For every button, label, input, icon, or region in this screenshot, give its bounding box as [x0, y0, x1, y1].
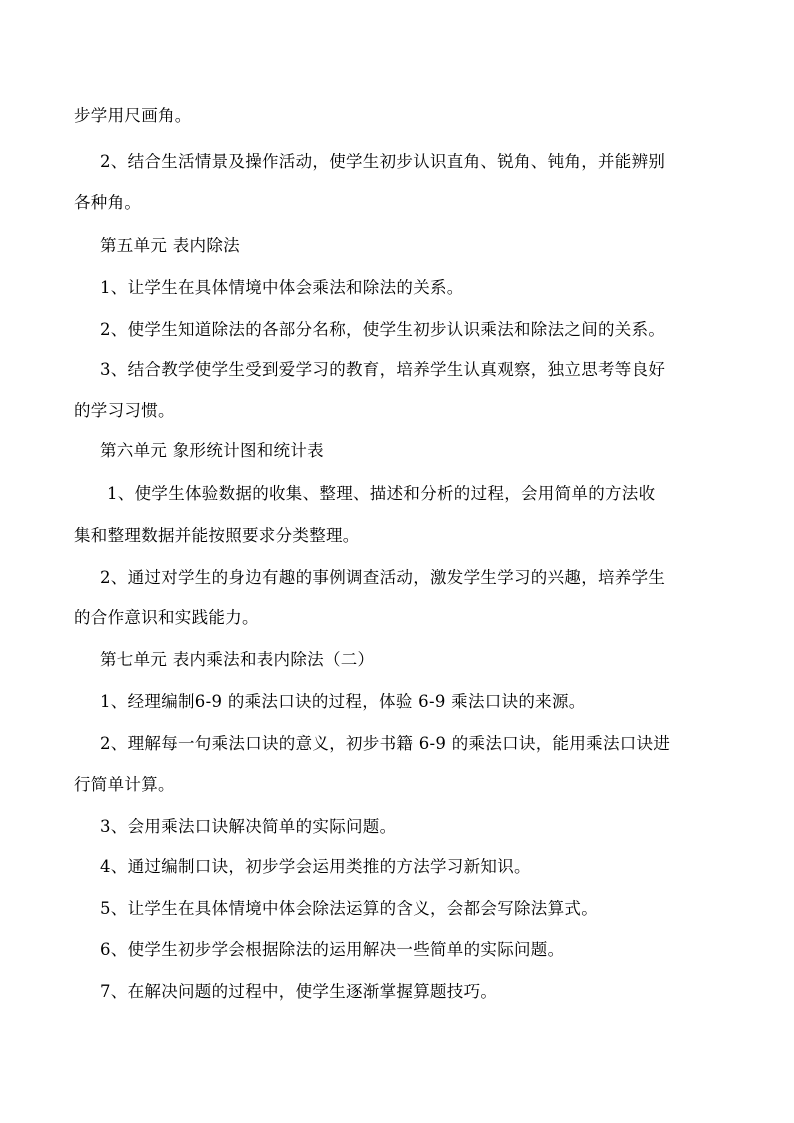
- section-heading: 第七单元 表内乘法和表内除法（二）: [100, 650, 375, 669]
- text-line: 3、会用乘法口诀解决简单的实际问题。: [100, 817, 397, 836]
- text-line: 7、在解决问题的过程中，使学生逐渐掌握算题技巧。: [100, 982, 498, 1001]
- section-heading: 第五单元 表内除法: [100, 236, 240, 255]
- text-line: 3、结合教学使学生受到爱学习的教育，培养学生认真观察，独立思考等良好: [100, 360, 666, 379]
- text-line: 1、让学生在具体情境中体会乘法和除法的关系。: [100, 278, 464, 297]
- text-line: 行简单计算。: [74, 775, 175, 794]
- text-line: 2、通过对学生的身边有趣的事例调查活动，激发学生学习的兴趣，培养学生: [100, 568, 666, 587]
- text-line: 步学用尺画角。: [74, 106, 192, 125]
- text-line: 2、结合生活情景及操作活动，使学生初步认识直角、锐角、钝角，并能辨别: [100, 152, 666, 171]
- text-line: 集和整理数据并能按照要求分类整理。: [74, 526, 360, 545]
- text-line: 5、让学生在具体情境中体会除法运算的含义，会都会写除法算式。: [100, 899, 598, 918]
- text-line: 的合作意识和实践能力。: [74, 608, 259, 627]
- text-line: 2、使学生知道除法的各部分名称，使学生初步认识乘法和除法之间的关系。: [100, 320, 666, 339]
- section-heading: 第六单元 象形统计图和统计表: [100, 441, 324, 460]
- text-line: 4、通过编制口诀，初步学会运用类推的方法学习新知识。: [100, 857, 531, 876]
- text-line: 6、使学生初步学会根据除法的运用解决一些简单的实际问题。: [100, 940, 565, 959]
- text-line: 的学习习惯。: [74, 401, 175, 420]
- text-line: 1、使学生体验数据的收集、整理、描述和分析的过程，会用简单的方法收: [107, 484, 656, 503]
- text-line: 2、理解每一句乘法口诀的意义，初步书籍 6-9 的乘法口诀，能用乘法口诀进: [100, 734, 671, 753]
- text-line: 1、经理编制6-9 的乘法口诀的过程，体验 6-9 乘法口诀的来源。: [100, 692, 586, 711]
- text-line: 各种角。: [74, 193, 142, 212]
